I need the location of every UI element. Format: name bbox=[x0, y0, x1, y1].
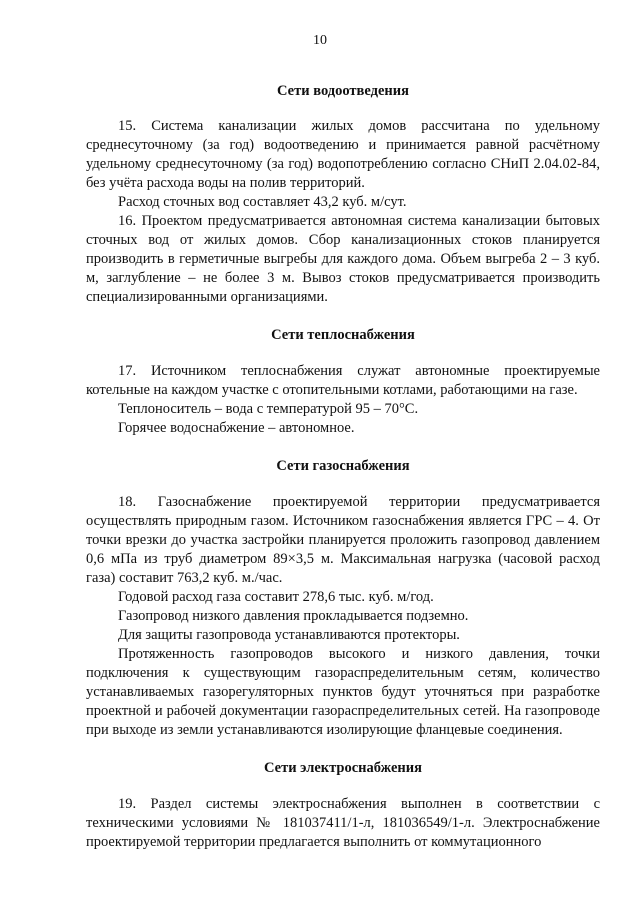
paragraph: Расход сточных вод составляет 43,2 куб. м/сут. bbox=[118, 194, 407, 210]
paragraph: Газопровод низкого давления прокладывается подземно. bbox=[118, 608, 469, 624]
page-number: 10 bbox=[313, 33, 327, 48]
paragraph: Теплоноситель – вода с температурой 95 – 70°С. bbox=[118, 401, 419, 417]
paragraph: 19. Раздел системы электроснабжения выполнен в соответствии с техническими условиями № 181037411/1-л, 181036549/1-л. Электроснабжение проектируемой территории предлагается выполнить от коммутационного bbox=[86, 796, 600, 850]
paragraph: 18. Газоснабжение проектируемой территории предусматривается осуществлять природным газом. Источником газоснабжения является ГРС – 4. От точки врезки до участка застройки планируется проложить газопровод давлением 0,6 мПа из труб диаметром 89×3,5 м. Максимальная нагрузка (часовой расход газа) составит 763,2 куб. м./час. bbox=[86, 494, 600, 586]
paragraph: 16. Проектом предусматривается автономная система канализации бытовых сточных вод от жилых домов. Сбор канализационных стоков планируется производить в герметичные выгребы для каждого дома. Объем выгреба 2 – 3 куб. м, заглубление – не более 3 м. Вывоз стоков предусматривается производить специализированными организациями. bbox=[86, 213, 600, 305]
paragraph: Протяженность газопроводов высокого и низкого давления, точки подключения к существующим газораспределительным сетям, количество устанавливаемых газорегуляторных пунктов будут уточняться при разработке проектной и рабочей документации газораспределительных сетей. На газопроводе при выходе из земли устанавливаются изолирующие фланцевые соединения. bbox=[86, 646, 600, 738]
section-heading: Сети газоснабжения bbox=[276, 458, 410, 474]
paragraph: 15. Система канализации жилых домов рассчитана по удельному среднесуточному (за год) водоотведению и принимается равной расчётному удельному среднесуточному (за год) водопотреблению согласно СНиП 2.04.02-84, без учёта расхода воды на полив территорий. bbox=[86, 118, 600, 191]
document-body bbox=[86, 83, 600, 852]
section-power-supply bbox=[86, 760, 600, 852]
section-water-drainage bbox=[86, 83, 600, 307]
paragraph: Горячее водоснабжение – автономное. bbox=[118, 420, 355, 436]
section-gas-supply bbox=[86, 458, 600, 740]
section-heading: Сети электроснабжения bbox=[264, 760, 422, 776]
paragraph: 17. Источником теплоснабжения служат автономные проектируемые котельные на каждом участке с отопительными котлами, работающими на газе. bbox=[86, 363, 600, 398]
section-heat-supply bbox=[86, 327, 600, 438]
paragraph: Для защиты газопровода устанавливаются протекторы. bbox=[118, 627, 460, 643]
section-heading: Сети теплоснабжения bbox=[271, 327, 415, 343]
section-heading: Сети водоотведения bbox=[277, 83, 409, 99]
paragraph: Годовой расход газа составит 278,6 тыс. куб. м/год. bbox=[118, 589, 434, 605]
